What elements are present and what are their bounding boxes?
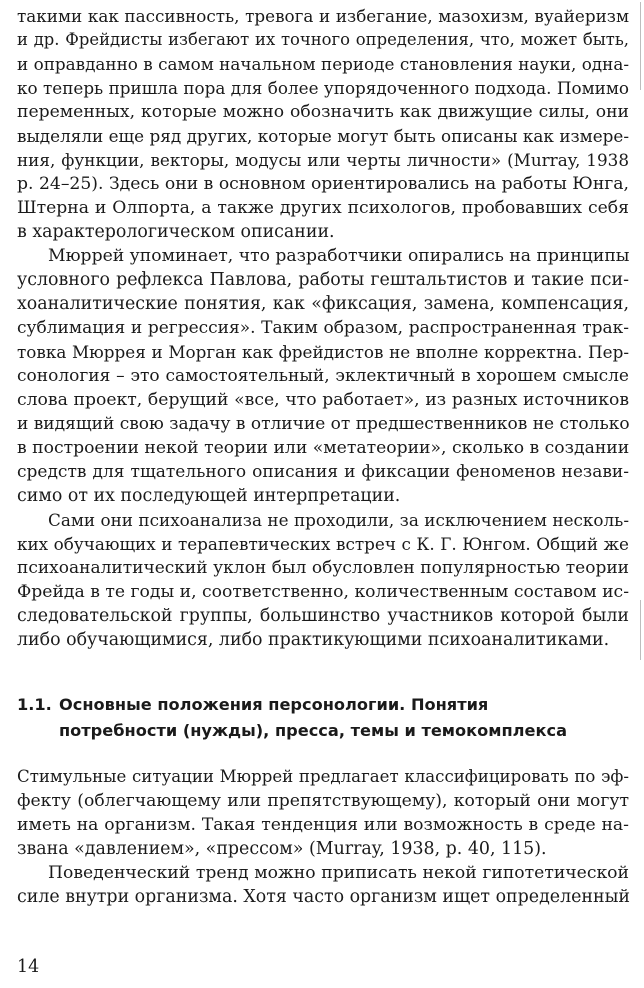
section-number: 1.1. — [17, 695, 52, 714]
text-line: иметь на организм. Такая тенденция или возможность в среде на- — [17, 815, 629, 835]
text-line: сублимация и регрессия». Таким образом, распространенная трак- — [17, 318, 629, 338]
page-number: 14 — [17, 957, 40, 977]
text-line: фекту (облегчающему или препятствующему), который они могут — [17, 791, 629, 811]
text-line: и оправданно в самом начальном периоде становления науки, одна- — [17, 54, 629, 74]
text-line: условного рефлекса Павлова, работы гештальтистов и такие пси- — [17, 270, 629, 290]
text-line: p. 24–25). Здесь они в основном ориентировались на работы Юнга, — [17, 174, 629, 194]
text-line: психоаналитический уклон был обусловлен популярностью теории — [17, 558, 629, 578]
text-line: товка Мюррея и Морган как фрейдистов не вполне корректна. Пер- — [17, 342, 629, 362]
text-line: Фрейда в те годы и, соответственно, количественным составом ис- — [17, 582, 629, 602]
text-line: Поведенческий тренд можно приписать некой гипотетической — [48, 863, 629, 883]
text-line: Стимульные ситуации Мюррей предлагает классифицировать по эф- — [17, 767, 629, 786]
text-line: в построении некой теории или «метатеории», сколько в создании — [17, 438, 630, 458]
text-line: средств для тщательного описания и фиксации феноменов незави- — [17, 462, 629, 482]
text-line: и видящий свою задачу в отличие от предшественников не столько — [17, 414, 630, 434]
text-line: симо от их последующей интерпретации. — [17, 486, 401, 506]
text-line: либо обучающимися, либо практикующими психоаналитиками. — [17, 630, 610, 650]
text-line: Мюррей упоминает, что разработчики опирались на принципы — [48, 246, 630, 266]
text-line: переменных, которые можно обозначить как движущие силы, они — [17, 102, 629, 122]
text-line: и др. Фрейдисты избегают их точного определения, что, может быть, — [17, 30, 629, 49]
text-line: ния, функции, векторы, модусы или черты личности» (Murray, 1938 — [17, 150, 629, 170]
text-line: Штерна и Олпорта, а также других психологов, пробовавших себя — [17, 198, 629, 218]
text-line: выделяли еще ряд других, которые могут быть описаны как измере- — [17, 126, 629, 146]
text-line: следовательской группы, большинство участников которой были — [17, 606, 629, 626]
section-title-line-1: Основные положения персонологии. Понятия — [59, 695, 489, 714]
section-title-line-2: потребности (нужды), пресса, темы и темокомплекса — [59, 721, 568, 740]
text-line: звана «давлением», «прессом» (Murray, 1938, p. 40, 115). — [17, 839, 547, 859]
text-line: ко теперь пришла пора для более упорядоченного подхода. Помимо — [17, 78, 629, 98]
text-line: в характерологическом описании. — [17, 222, 335, 242]
text-line: такими как пассивность, тревога и избегание, мазохизм, вуайеризм — [17, 6, 629, 26]
text-line: Сами они психоанализа не проходили, за исключением несколь- — [48, 510, 629, 530]
text-line: ких обучающих и терапевтических встреч с К. Г. Юнгом. Общий же — [17, 534, 629, 554]
text-line: сонология – это самостоятельный, эклектичный в хорошем смысле — [17, 366, 629, 386]
text-line: слова проект, берущий «все, что работает», из разных источников — [17, 390, 629, 410]
text-line: хоаналитические понятия, как «фиксация, замена, компенсация, — [17, 294, 629, 314]
scan-edge-divider — [640, 600, 641, 660]
scan-edge-divider — [640, 2, 641, 90]
text-line: силе внутри организма. Хотя часто организм ищет определенный — [17, 887, 631, 907]
